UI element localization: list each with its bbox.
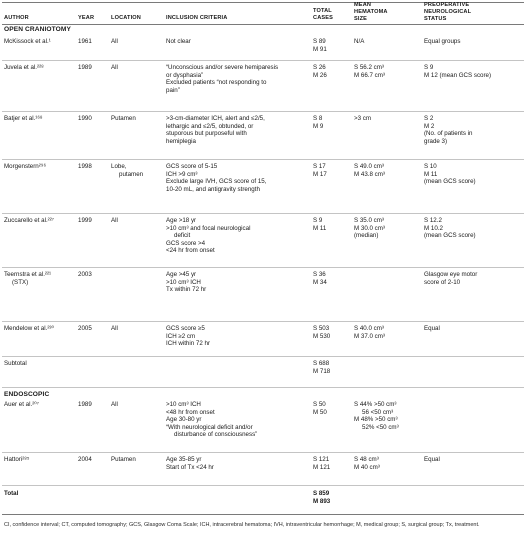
row-divider <box>2 485 524 486</box>
total-cases-cell <box>313 115 351 130</box>
location-cell-line: Putamen <box>111 115 136 122</box>
preoperative-status-cell-line: M 2 <box>424 122 435 130</box>
header-preop-line: STATUS <box>424 15 447 22</box>
inclusion-criteria-cell-line: or dysphasia” <box>166 71 204 79</box>
section-endoscopic: ENDOSCOPIC <box>4 391 50 398</box>
author-cell-line: (STX) <box>12 278 29 286</box>
location-cell-line: Lobe, <box>111 163 127 170</box>
inclusion-criteria-cell <box>166 64 311 94</box>
location-cell <box>111 217 161 225</box>
preoperative-status-cell-line: M 11 <box>424 170 438 178</box>
header-preop-line: PREOPERATIVE <box>424 2 470 8</box>
header-mean-hematoma-line: HEMATOMA <box>354 8 388 15</box>
total-cases-cell <box>313 456 351 471</box>
author-cell <box>4 38 76 46</box>
location-cell-line: All <box>111 325 118 332</box>
inclusion-criteria-cell-line: Excluded patients “not responding to <box>166 79 267 87</box>
mean-hematoma-cell-line: N/A <box>354 38 365 45</box>
total-cases-cell-line: S 121 <box>313 456 330 463</box>
header-preop-line: NEUROLOGICAL <box>424 8 472 15</box>
mean-hematoma-cell <box>354 401 422 431</box>
inclusion-criteria-cell-line: deficit <box>174 232 191 240</box>
author-cell <box>4 360 76 368</box>
inclusion-criteria-cell-line: Age 35-85 yr <box>166 456 202 463</box>
mean-hematoma-cell-line: M 43.8 cm³ <box>354 170 385 178</box>
inclusion-criteria-cell-line: >3-cm-diameter ICH, alert and ≤2/5, <box>166 115 265 122</box>
total-cases-cell-line: S 8 <box>313 115 323 122</box>
year-cell <box>78 456 104 464</box>
inclusion-criteria-cell <box>166 401 311 439</box>
mean-hematoma-cell <box>354 163 422 178</box>
total-cases-cell-line: M 26 <box>313 71 327 79</box>
total-cases-cell-line: S 36 <box>313 271 326 278</box>
year-cell <box>78 64 104 72</box>
preoperative-status-cell-line: M 12 (mean GCS score) <box>424 71 492 79</box>
author-cell-line: Juvela et al.²²⁸ <box>4 64 44 71</box>
row-divider <box>2 321 524 322</box>
total-cases-cell <box>313 217 351 232</box>
mean-hematoma-cell <box>354 38 422 46</box>
table-bottom-rule <box>2 514 524 515</box>
inclusion-criteria-cell <box>166 115 311 145</box>
row-divider <box>2 452 524 453</box>
mean-hematoma-cell-line: S 35.0 cm³ <box>354 217 384 224</box>
location-cell-line: All <box>111 38 118 45</box>
inclusion-criteria-cell-line: hemiplegia <box>166 137 196 145</box>
preoperative-status-cell-line: S 9 <box>424 64 434 71</box>
mean-hematoma-cell <box>354 217 422 240</box>
year-cell <box>78 401 104 409</box>
location-cell-line: All <box>111 217 118 224</box>
total-cases-cell-line: S 89 <box>313 38 326 45</box>
inclusion-criteria-cell-line: GCS score >4 <box>166 239 206 247</box>
inclusion-criteria-cell-line: Not clear <box>166 38 191 45</box>
author-cell <box>4 115 76 123</box>
inclusion-criteria-cell-line: GCS score of 5-15 <box>166 163 218 170</box>
row-divider <box>2 213 524 214</box>
header-location: LOCATION <box>111 15 141 21</box>
author-cell-line: Batjer et al.¹⁶⁸ <box>4 115 43 122</box>
header-author: AUTHOR <box>4 15 29 21</box>
author-cell <box>4 456 76 464</box>
inclusion-criteria-cell-line: Age 30-80 yr <box>166 416 202 424</box>
row-divider <box>2 111 524 112</box>
mean-hematoma-cell <box>354 64 422 79</box>
year-cell-line: 2004 <box>78 456 92 463</box>
year-cell <box>78 217 104 225</box>
preoperative-status-cell-line: Glasgow eye motor <box>424 271 478 278</box>
inclusion-criteria-cell-line: 10-20 mL, and antigravity strength <box>166 185 260 193</box>
row-divider <box>2 267 524 268</box>
location-cell-line: Putamen <box>111 456 136 463</box>
preoperative-status-cell <box>424 163 522 186</box>
mean-hematoma-cell-line: 52% <50 cm³ <box>362 423 399 431</box>
inclusion-criteria-cell-line: Age >18 yr <box>166 217 197 224</box>
author-cell <box>4 271 76 286</box>
row-divider <box>2 159 524 160</box>
inclusion-criteria-cell-line: ICH ≥2 cm <box>166 332 196 340</box>
inclusion-criteria-cell <box>166 456 311 471</box>
location-cell <box>111 64 161 72</box>
preoperative-status-cell <box>424 271 522 286</box>
header-mean-hematoma-size <box>354 2 388 22</box>
mean-hematoma-cell-line: S 40.0 cm³ <box>354 325 384 332</box>
year-cell <box>78 38 104 46</box>
location-cell-line: All <box>111 64 118 71</box>
total-cases-cell-line: S 859 <box>313 490 330 497</box>
mean-hematoma-cell-line: S 56.2 cm³ <box>354 64 384 71</box>
inclusion-criteria-cell-line: Start of Tx <24 hr <box>166 463 214 471</box>
author-cell <box>4 163 76 171</box>
header-mean-hematoma-line: SIZE <box>354 15 368 22</box>
inclusion-criteria-cell-line: “Unconscious and/or severe hemiparesis <box>166 64 279 71</box>
location-cell <box>111 163 161 178</box>
preoperative-status-cell <box>424 217 522 240</box>
author-cell-line: Morgenstern²⁹⁶ <box>4 163 46 170</box>
year-cell <box>78 163 104 171</box>
inclusion-criteria-cell-line: >10 cm³ ICH <box>166 278 201 286</box>
inclusion-criteria-cell <box>166 325 311 348</box>
total-cases-cell-line: M 91 <box>313 45 327 53</box>
author-cell-line: McKissock et al.¹ <box>4 38 51 45</box>
mean-hematoma-cell-line: M 66.7 cm³ <box>354 71 385 79</box>
total-cases-cell-line: M 50 <box>313 408 327 416</box>
total-cases-cell <box>313 490 351 505</box>
inclusion-criteria-cell-line: Tx within 72 hr <box>166 286 207 294</box>
year-cell-line: 1999 <box>78 217 92 224</box>
mean-hematoma-cell-line: >3 cm <box>354 115 372 122</box>
author-cell-line: Total <box>4 490 19 497</box>
author-cell <box>4 401 76 409</box>
mean-hematoma-cell-line: M 30.0 cm³ <box>354 224 385 232</box>
preoperative-status-cell-line: S 10 <box>424 163 437 170</box>
inclusion-criteria-cell-line: lethargic and ≤2/5, obtunded, or <box>166 122 254 130</box>
total-cases-cell <box>313 401 351 416</box>
preoperative-status-cell-line: (mean GCS score) <box>424 178 476 186</box>
preoperative-status-cell-line: Equal <box>424 325 440 332</box>
preoperative-status-cell-line: S 12.2 <box>424 217 442 224</box>
author-cell-line: Teernstra et al.²²¹ <box>4 271 52 278</box>
total-cases-cell-line: M 17 <box>313 170 327 178</box>
mean-hematoma-cell <box>354 325 422 340</box>
year-cell-line: 1989 <box>78 64 92 71</box>
total-cases-cell <box>313 38 351 53</box>
total-cases-cell-line: S 9 <box>313 217 323 224</box>
preoperative-status-cell <box>424 64 522 79</box>
inclusion-criteria-cell-line: ICH >9 cm³ <box>166 170 198 178</box>
preoperative-status-cell-line: Equal <box>424 456 440 463</box>
location-cell <box>111 38 161 46</box>
location-cell <box>111 401 161 409</box>
header-total-cases-line: TOTAL <box>313 8 332 14</box>
year-cell-line: 1990 <box>78 115 92 122</box>
total-cases-cell-line: M 530 <box>313 332 331 340</box>
preoperative-status-cell-line: S 2 <box>424 115 434 122</box>
header-bottom-rule <box>2 24 524 25</box>
inclusion-criteria-cell <box>166 163 311 193</box>
author-cell <box>4 490 76 498</box>
total-cases-cell-line: M 121 <box>313 463 331 471</box>
author-cell-line: Zuccarello et al.²²⁷ <box>4 217 55 224</box>
author-cell <box>4 325 76 333</box>
mean-hematoma-cell-line: M 48% >50 cm³ <box>354 416 398 424</box>
preoperative-status-cell <box>424 456 522 464</box>
header-preoperative-status <box>424 2 471 22</box>
total-cases-cell-line: M 11 <box>313 224 327 232</box>
total-cases-cell-line: S 26 <box>313 64 326 71</box>
inclusion-criteria-cell-line: <24 hr from onset <box>166 247 215 255</box>
header-inclusion-criteria: INCLUSION CRITERIA <box>166 15 228 21</box>
inclusion-criteria-cell-line: <48 hr from onset <box>166 408 215 416</box>
preoperative-status-cell-line: M 10.2 <box>424 224 443 232</box>
location-cell <box>111 115 161 123</box>
year-cell <box>78 271 104 279</box>
preoperative-status-cell-line: (No. of patients in <box>424 130 473 138</box>
year-cell <box>78 325 104 333</box>
inclusion-criteria-cell-line: pain” <box>166 86 180 94</box>
year-cell-line: 2003 <box>78 271 92 278</box>
total-cases-cell-line: S 503 <box>313 325 330 332</box>
total-cases-cell-line: M 34 <box>313 278 327 286</box>
total-cases-cell <box>313 163 351 178</box>
year-cell-line: 1961 <box>78 38 92 45</box>
mean-hematoma-cell-line: (median) <box>354 232 379 240</box>
inclusion-criteria-cell <box>166 217 311 255</box>
inclusion-criteria-cell-line: >10 cm³ ICH <box>166 401 201 408</box>
header-total-cases <box>313 8 333 22</box>
total-cases-cell <box>313 64 351 79</box>
inclusion-criteria-cell-line: GCS score ≥5 <box>166 325 205 332</box>
total-cases-cell <box>313 271 351 286</box>
inclusion-criteria-cell-line: Exclude large IVH, GCS score of 15, <box>166 178 267 186</box>
inclusion-criteria-cell-line: ICH within 72 hr <box>166 340 211 348</box>
author-cell-line: Mendelow et al.²³⁰ <box>4 325 54 332</box>
preoperative-status-cell <box>424 38 522 46</box>
mean-hematoma-cell-line: S 49.0 cm³ <box>354 163 384 170</box>
row-divider <box>2 387 524 388</box>
mean-hematoma-cell <box>354 115 422 123</box>
preoperative-status-cell-line: (mean GCS score) <box>424 232 476 240</box>
inclusion-criteria-cell-line: “With neurological deficit and/or <box>166 423 253 431</box>
year-cell-line: 2005 <box>78 325 92 332</box>
mean-hematoma-cell-line: 56 <50 cm³ <box>362 408 394 416</box>
row-divider <box>2 60 524 61</box>
location-cell <box>111 456 161 464</box>
header-total-cases-line: CASES <box>313 14 334 21</box>
preoperative-status-cell-line: grade 3) <box>424 137 448 145</box>
location-cell-line: putamen <box>119 170 144 178</box>
total-cases-cell <box>313 325 351 340</box>
header-mean-hematoma-line: MEAN <box>354 2 372 8</box>
inclusion-criteria-cell-line: stuporous but purposeful with <box>166 130 247 138</box>
year-cell <box>78 115 104 123</box>
total-cases-cell <box>313 360 351 375</box>
preoperative-status-cell <box>424 115 522 145</box>
preoperative-status-cell <box>424 325 522 333</box>
total-cases-cell-line: M 718 <box>313 367 331 375</box>
mean-hematoma-cell-line: M 37.0 cm³ <box>354 332 385 340</box>
mean-hematoma-cell <box>354 456 422 471</box>
total-cases-cell-line: S 17 <box>313 163 326 170</box>
inclusion-criteria-cell-line: Age >45 yr <box>166 271 197 278</box>
header-year: YEAR <box>78 15 95 21</box>
author-cell <box>4 217 76 225</box>
year-cell-line: 1998 <box>78 163 92 170</box>
inclusion-criteria-cell <box>166 38 311 46</box>
mean-hematoma-cell-line: M 40 cm³ <box>354 463 380 471</box>
author-cell <box>4 64 76 72</box>
total-cases-cell-line: S 688 <box>313 360 330 367</box>
inclusion-criteria-cell-line: >10 cm³ and focal neurological <box>166 224 251 232</box>
total-cases-cell-line: M 893 <box>313 497 331 505</box>
location-cell <box>111 325 161 333</box>
row-divider <box>2 356 524 357</box>
author-cell-line: Hattori²⁸⁵ <box>4 456 30 463</box>
year-cell-line: 1989 <box>78 401 92 408</box>
total-cases-cell-line: M 9 <box>313 122 324 130</box>
preoperative-status-cell-line: score of 2-10 <box>424 278 461 286</box>
location-cell-line: All <box>111 401 118 408</box>
author-cell-line: Subtotal <box>4 360 27 367</box>
inclusion-criteria-cell <box>166 271 311 294</box>
table-footnote: CI, confidence interval; CT, computed tomography; GCS, Glasgow Coma Scale; ICH, intracerebral hematoma; IVH, intraventricular hemorrhage; M, medical group; S, surgical group; Tx, treatment. <box>4 522 480 528</box>
total-cases-cell-line: S 50 <box>313 401 326 408</box>
section-open-craniotomy: OPEN CRANIOTOMY <box>4 26 71 33</box>
mean-hematoma-cell-line: S 44% >50 cm³ <box>354 401 397 408</box>
preoperative-status-cell-line: Equal groups <box>424 38 461 45</box>
mean-hematoma-cell-line: S 48 cm³ <box>354 456 379 463</box>
author-cell-line: Auer et al.²⁰⁷ <box>4 401 39 408</box>
inclusion-criteria-cell-line: disturbance of consciousness” <box>174 431 258 439</box>
